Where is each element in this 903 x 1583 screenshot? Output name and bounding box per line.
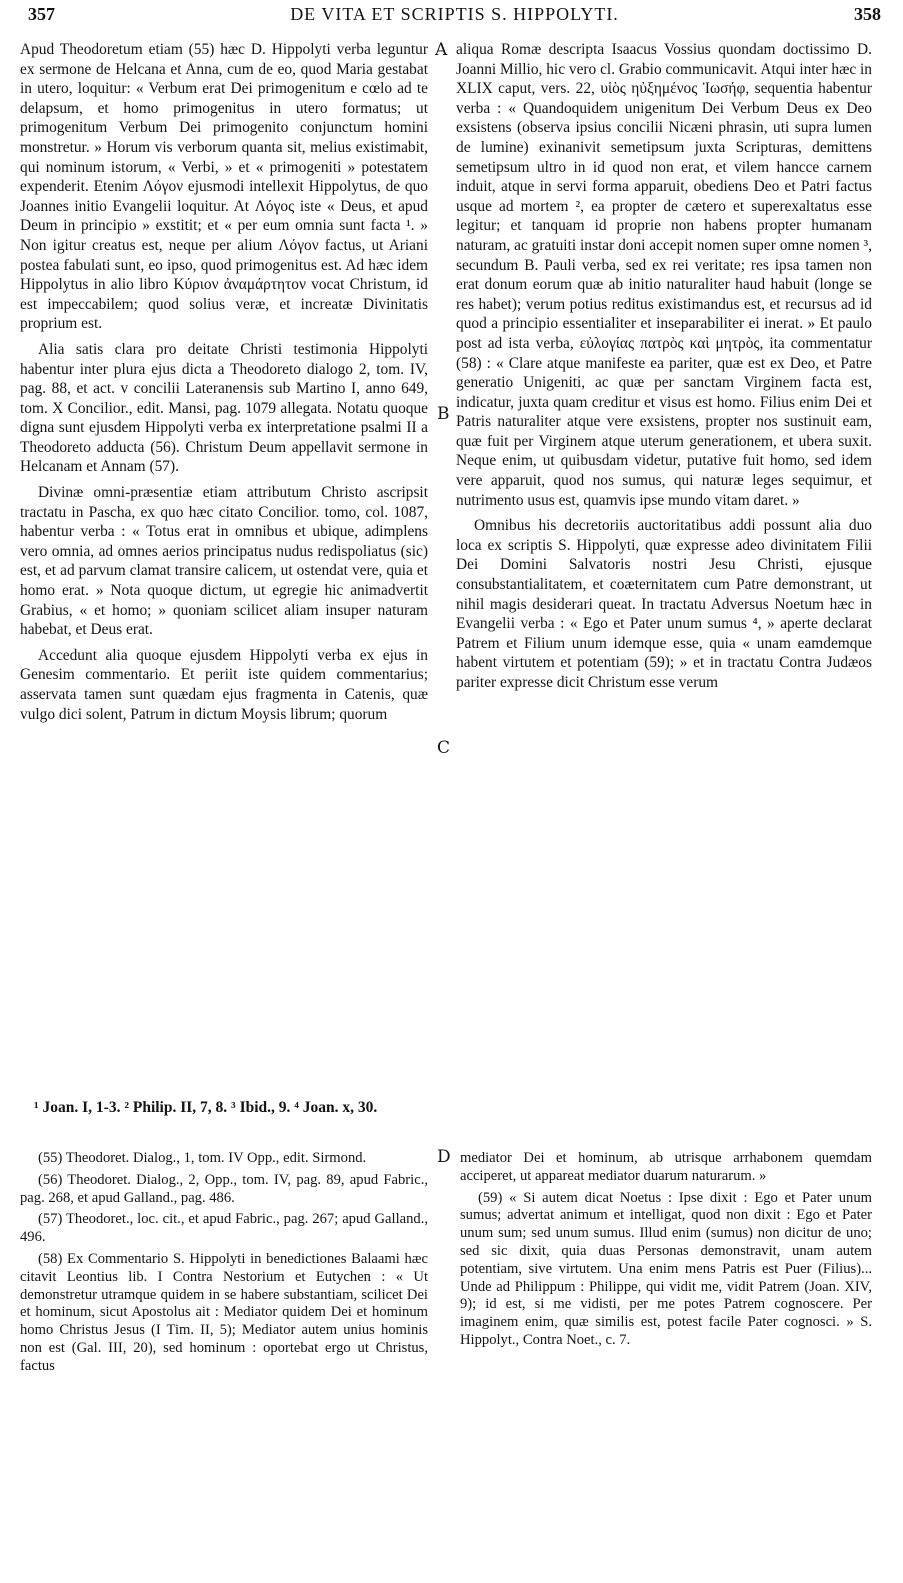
footnote-58: (58) Ex Commentario S. Hippolyti in benedictiones Balaami hæc citavit Leontius lib. I Contra Nestorium et Eutychen : « Ut demonstretur utramque quidem in se habere substantiam, scilicet Dei et hominum, sicut Apostolus ait : Mediator quidem Dei et hominum homo Christus Jesus (I Tim. II, 5); Mediator autem unius hominis non est (Gal. III, 20), sed hominum : oportebat ergo ut Christus, factus [20,1250,428,1374]
footnotes-left [20,1150,428,1380]
paragraph: aliqua Romæ descripta Isaacus Vossius quondam doctissimo D. Joanni Millio, hic vero cl. Grabio communicavit. Atqui inter hæc in XLIX caput, vers. 22, υἱὸς ηὐξημένος Ἰωσήφ, sequentia habentur verba : « Quandoquidem unigenitum Dei Verbum Deus ex Deo exsistens (observa ipsius concilii Nicæni phrasin, uti supra lumen de lumine) exinanivit semetipsum juxta Scripturas, demittens semetipsum ultro in id quod non erat, et vilem hancce carnem induit, atque in servi forma apparuit, obediens Deo et Patri factus usque ad mortem ², ea propter de cætero et superexaltatus esse legitur; et tanquam id proprie non habens propter humanam naturam, ac gratuiti instar doni accepit nomen super omne nomen ³, secundum B. Pauli verba, sed ex rei veritate; res ipsa tamen non erat donum eorum quæ ab initio naturaliter haud habuit (longe se res habet); verum potius reditus existimandus est, et recursus ad id quod a principio essentialiter et inseparabiliter ei inerat. » Et paulo post ad ista verba, εὐλογίας πατρὸς καὶ μητρὸς, ita commentatur (58) : « Clare atque manifeste ea pariter, quæ est ex Deo, et Patre generatio Unigeniti, ac quæ per sanctam Virginem facta est, indicatur, juxta quam creditur et visus est homo. Filius enim Dei et Patris naturaliter atque vere exsistens, propter nos sustinuit eam, quæ fuit per Virginem atque uterum generationem, et ubera suxit. Neque enim, ut quibusdam videtur, putative fuit homo, sed idem vere apparuit, quod nos sumus, qui naturæ leges sequimur, et nutrimento usus est, quamvis ipse mundo vitam daret. » [456,41,872,509]
section-marker-a: A [435,40,448,60]
right-text-column [456,40,872,699]
paragraph: Accedunt alia quoque ejusdem Hippolyti verba ex ejus in Genesim commentario. Et periit iste quidem commentarius; asservata tamen sunt quædam ejus fragmenta in Catenis, quæ vulgo dici solent, Patrum in dictum Moysis librum; quorum [20,646,428,723]
section-marker-c: C [437,738,451,758]
left-text-column [20,40,428,730]
footnote-57: (57) Theodoret., loc. cit., et apud Fabric., pag. 267; apud Galland., 496. [20,1211,428,1246]
paragraph: Apud Theodoretum etiam (55) hæc D. Hippolyti verba leguntur ex sermone de Helcana et Anna, cum de eo, quod Maria gestabat in utero, loquitur: « Verbum erat Dei primogenitum e cœlo ad te delapsum, et homo primogenitus in utero formatus; ut primogenitum Verbum Dei primogenito conjunctum homini monstretur. » Horum vis verborum quanta sit, melius existimabit, qui nominum istorum, « Verbi, » et « primogeniti » potestatem expenderit. Etenim Λόγον ejusmodi intellexit Hippolytus, de quo Joannes initio Evangelii loquitur. At Λόγος iste « Deus, et apud Deum in principio » exstitit; et « per eum omnia sunt facta ¹. » Non igitur creatus est, neque per alium Λόγον factus, ut Ariani postea fabulati sunt, eo ipso, quod primogenitus est. Ad hæc idem Hippolytus in alio libro Κύριον ἀναμάρτητον vocat Christum, id est impeccabilem; quod solius veræ, et increatæ Divinitatis proprium est. [20,41,428,333]
page-number-right: 358 [854,4,881,24]
footnotes-right [460,1150,872,1354]
page-header [28,4,881,30]
footnote-59: (59) « Si autem dicat Noetus : Ipse dixit : Ego et Pater unum sumus; advertat animum et intelligat, quod non dixit : Ego et Pater unum sum; sed unum sumus. Illud enim (sumus) non dicitur de uno; sed sic dixit, quia duas Personas demonstravit, unam autem potentiam, sive virtutem. Una enim mens Patris est Puer (Filius)... Unde ad Philippum : Philippe, qui vidit me, vidit Patrem (Joan. XIV, 9); id est, si me vidisti, per me potes Patrem cognoscere. Per imaginem enim, quæ similis est, potest facile Pater cognosci. » S. Hippolyt., Contra Noet., c. 7. [460,1189,872,1348]
scripture-references: ¹ Joan. I, 1-3. ² Philip. II, 7, 8. ³ Ibid., 9. ⁴ Joan. x, 30. [34,1099,378,1116]
page-number-left: 357 [28,4,55,24]
section-marker-b: B [437,404,450,424]
running-title: DE VITA ET SCRIPTIS S. HIPPOLYTI. [290,4,619,24]
footnote-55: (55) Theodoret. Dialog., 1, tom. IV Opp., edit. Sirmond. [38,1150,367,1166]
footnote-58-continued: mediator Dei et hominum, ab utrisque arrhabonem quemdam acciperet, ut appareat mediator duarum naturarum. » [460,1150,872,1184]
paragraph: Divinæ omni-præsentiæ etiam attributum Christo ascripsit tractatu in Pascha, ex quo hæc citato Concilior. tomo, col. 1087, habentur verba : « Totus erat in omnibus et ubique, adimplens vero omnia, ad omnes aerios principatus nudus redispoliatus (sic) est, et ad parvum clamat transire calicem, ut ostendat vere, quia et homo erat. » Nota quoque dictum, ut egregie hic animadvertit Grabius, « et homo; » quoniam scilicet aliam insuper naturam habebat, et Deus erat. [20,484,428,639]
paragraph: Omnibus his decretoriis auctoritatibus addi possunt alia duo loca ex scriptis S. Hippolyti, quæ expresse adeo divinitatem Filii Dei Domini Salvatoris nostri Jesu Christi, ejusque consubstantialitatem, et coæternitatem cum Patre demonstrant, ut nihil magis desiderari queat. In tractatu Adversus Noetum hæc in Evangelii verba : « Ego et Pater unum sumus ⁴, » aperte declarat Patrem et Filium unum idemque esse, quia « unam eamdemque habent virtutem et potentiam (59); » et in tractatu Contra Judæos pariter expresse dicit Christum esse verum [456,517,872,691]
paragraph: Alia satis clara pro deitate Christi testimonia Hippolyti habentur inter plura ejus dicta a Theodoreto dialogo 2, tom. IV, pag. 88, et act. v concilii Lateranensis sub Martino I, anno 649, tom. X Concilior., edit. Mansi, pag. 1079 allegata. Notatu quoque digna sunt ejusdem Hippolyti verba ex interpretatione psalmi II a Theodoreto adducta (56). Christum Deum appellavit sermone in Helcanam et Annam (57). [20,340,428,476]
section-marker-d: D [437,1147,451,1167]
footnote-56: (56) Theodoret. Dialog., 2, Opp., tom. IV, pag. 89, apud Fabric., pag. 268, et apud Galland., pag. 486. [20,1171,428,1206]
